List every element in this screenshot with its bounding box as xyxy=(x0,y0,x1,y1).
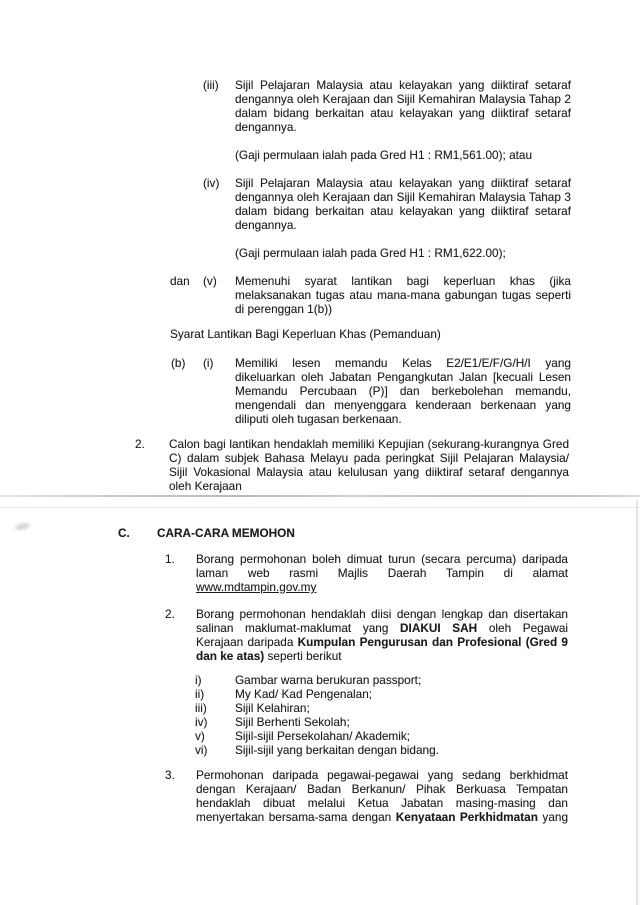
website-url-link[interactable]: www.mdtampin.gov.my xyxy=(196,580,317,594)
application-item-1-text: Borang permohonan boleh dimuat turun (secara percuma) daripada laman web rasmi Majlis Daerah Tampin di alamat xyxy=(196,552,568,580)
application-item-3-label: 3. xyxy=(165,768,175,782)
application-section-label: C. xyxy=(118,526,130,540)
salary-note-iv: (Gaji permulaan ialah pada Gred H1 : RM1,622.00); xyxy=(235,246,506,260)
qualification-item-b-label: (b) xyxy=(171,356,186,370)
document-list-text: My Kad/ Kad Pengenalan; xyxy=(235,687,373,701)
application-item-1-label: 1. xyxy=(165,552,175,566)
application-item-2-text: Borang permohonan hendaklah diisi dengan lengkap dan disertakan salinan maklumat-maklumat yang DIAKUI SAH oleh Pegawai Kerajaan daripada Kumpulan Pengurusan dan Profesional (Gred 9 dan ke atas) seperti berikut xyxy=(196,607,568,663)
document-list-item xyxy=(195,729,640,743)
qualification-item-2 xyxy=(0,437,640,493)
qualification-item-iii-text: Sijil Pelajaran Malaysia atau kelayakan yang diiktiraf setaraf dengannya oleh Kerajaan dan Sijil Kemahiran Malaysia Tahap 2 dalam bidang berkaitan atau kelayakan yang diiktiraf setaraf dengannya. xyxy=(235,78,571,134)
qualification-item-iii-label: (iii) xyxy=(203,78,219,92)
document-list-item xyxy=(195,701,640,715)
document-list-numeral: iv) xyxy=(195,715,208,729)
qualification-item-iv-label: (iv) xyxy=(203,176,220,190)
application-item-2-label: 2. xyxy=(165,607,175,621)
qualification-item-v-text: Memenuhi syarat lantikan bagi keperluan khas (jika melaksanakan tugas atau mana-mana gabungan tugas seperti di perenggan 1(b)) xyxy=(235,274,571,316)
qualification-item-b xyxy=(0,356,640,426)
qualification-item-v xyxy=(0,274,640,316)
qualification-item-v-prefix: dan xyxy=(170,274,190,288)
scan-smudge xyxy=(14,522,30,532)
qualification-item-iv-text: Sijil Pelajaran Malaysia atau kelayakan yang diiktiraf setaraf dengannya oleh Kerajaan dan Sijil Kemahiran Malaysia Tahap 3 dalam bidang berkaitan atau kelayakan yang diiktiraf setaraf dengannya. xyxy=(235,176,571,232)
document-list-text: Sijil-sijil Persekolahan/ Akademik; xyxy=(235,729,411,743)
special-requirement-heading: Syarat Lantikan Bagi Keperluan Khas (Pemanduan) xyxy=(170,327,441,341)
application-item-2 xyxy=(0,607,640,663)
qualification-item-2-label: 2. xyxy=(135,437,145,451)
document-list-item xyxy=(195,743,640,757)
document-list-item xyxy=(195,687,640,701)
document-list-text: Sijil Kelahiran; xyxy=(235,701,310,715)
application-item-3-text: Permohonan daripada pegawai-pegawai yang sedang berkhidmat dengan Kerajaan/ Badan Berkanun/ Pihak Berkuasa Tempatan hendaklah dibuat melalui Ketua Jabatan masing-masing dan menyertakan bersama-sama dengan Kenyataan Perkhidmatan yang xyxy=(196,768,568,824)
document-list-item xyxy=(195,715,640,729)
document-list-text: Sijil-sijil yang berkaitan dengan bidang. xyxy=(235,743,439,757)
document-list-numeral: ii) xyxy=(195,687,205,701)
document-list-text: Gambar warna berukuran passport; xyxy=(235,673,422,687)
document-list-numeral: vi) xyxy=(195,743,208,757)
document-list-item xyxy=(195,673,640,687)
qualification-item-iv xyxy=(0,176,640,232)
scan-seam-line-top xyxy=(0,495,640,497)
qualification-item-iii xyxy=(0,78,640,134)
qualification-item-2-text: Calon bagi lantikan hendaklah memiliki Kepujian (sekurang-kurangnya Gred C) dalam subjek Bahasa Melayu pada peringkat Sijil Pelajaran Malaysia/ Sijil Vokasional Malaysia atau kelulusan yang diiktiraf setaraf dengannya oleh Kerajaan xyxy=(169,437,569,493)
document-list-text: Sijil Berhenti Sekolah; xyxy=(235,715,350,729)
document-list-numeral: i) xyxy=(195,673,202,687)
document-list-numeral: iii) xyxy=(195,701,207,715)
document-list-numeral: v) xyxy=(195,729,205,743)
scan-seam-line-bottom xyxy=(0,507,640,508)
required-documents-list xyxy=(0,673,640,757)
qualification-item-b-text: Memiliki lesen memandu Kelas E2/E1/E/F/G/H/I yang dikeluarkan oleh Jabatan Pengangkutan Jalan [kecuali Lesen Memandu Percubaan (P)] dan berkebolehan memandu, mengendali dan menyenggara kenderaan berkenaan yang diliputi oleh tugasan berkenaan. xyxy=(235,356,571,426)
application-item-1 xyxy=(0,552,640,594)
application-section-heading: CARA-CARA MEMOHON xyxy=(157,526,295,540)
qualification-item-v-label: (v) xyxy=(203,274,217,288)
salary-note-iii: (Gaji permulaan ialah pada Gred H1 : RM1,561.00); atau xyxy=(235,148,533,162)
qualification-item-b-sublabel: (i) xyxy=(203,356,214,370)
application-item-3 xyxy=(0,768,640,824)
